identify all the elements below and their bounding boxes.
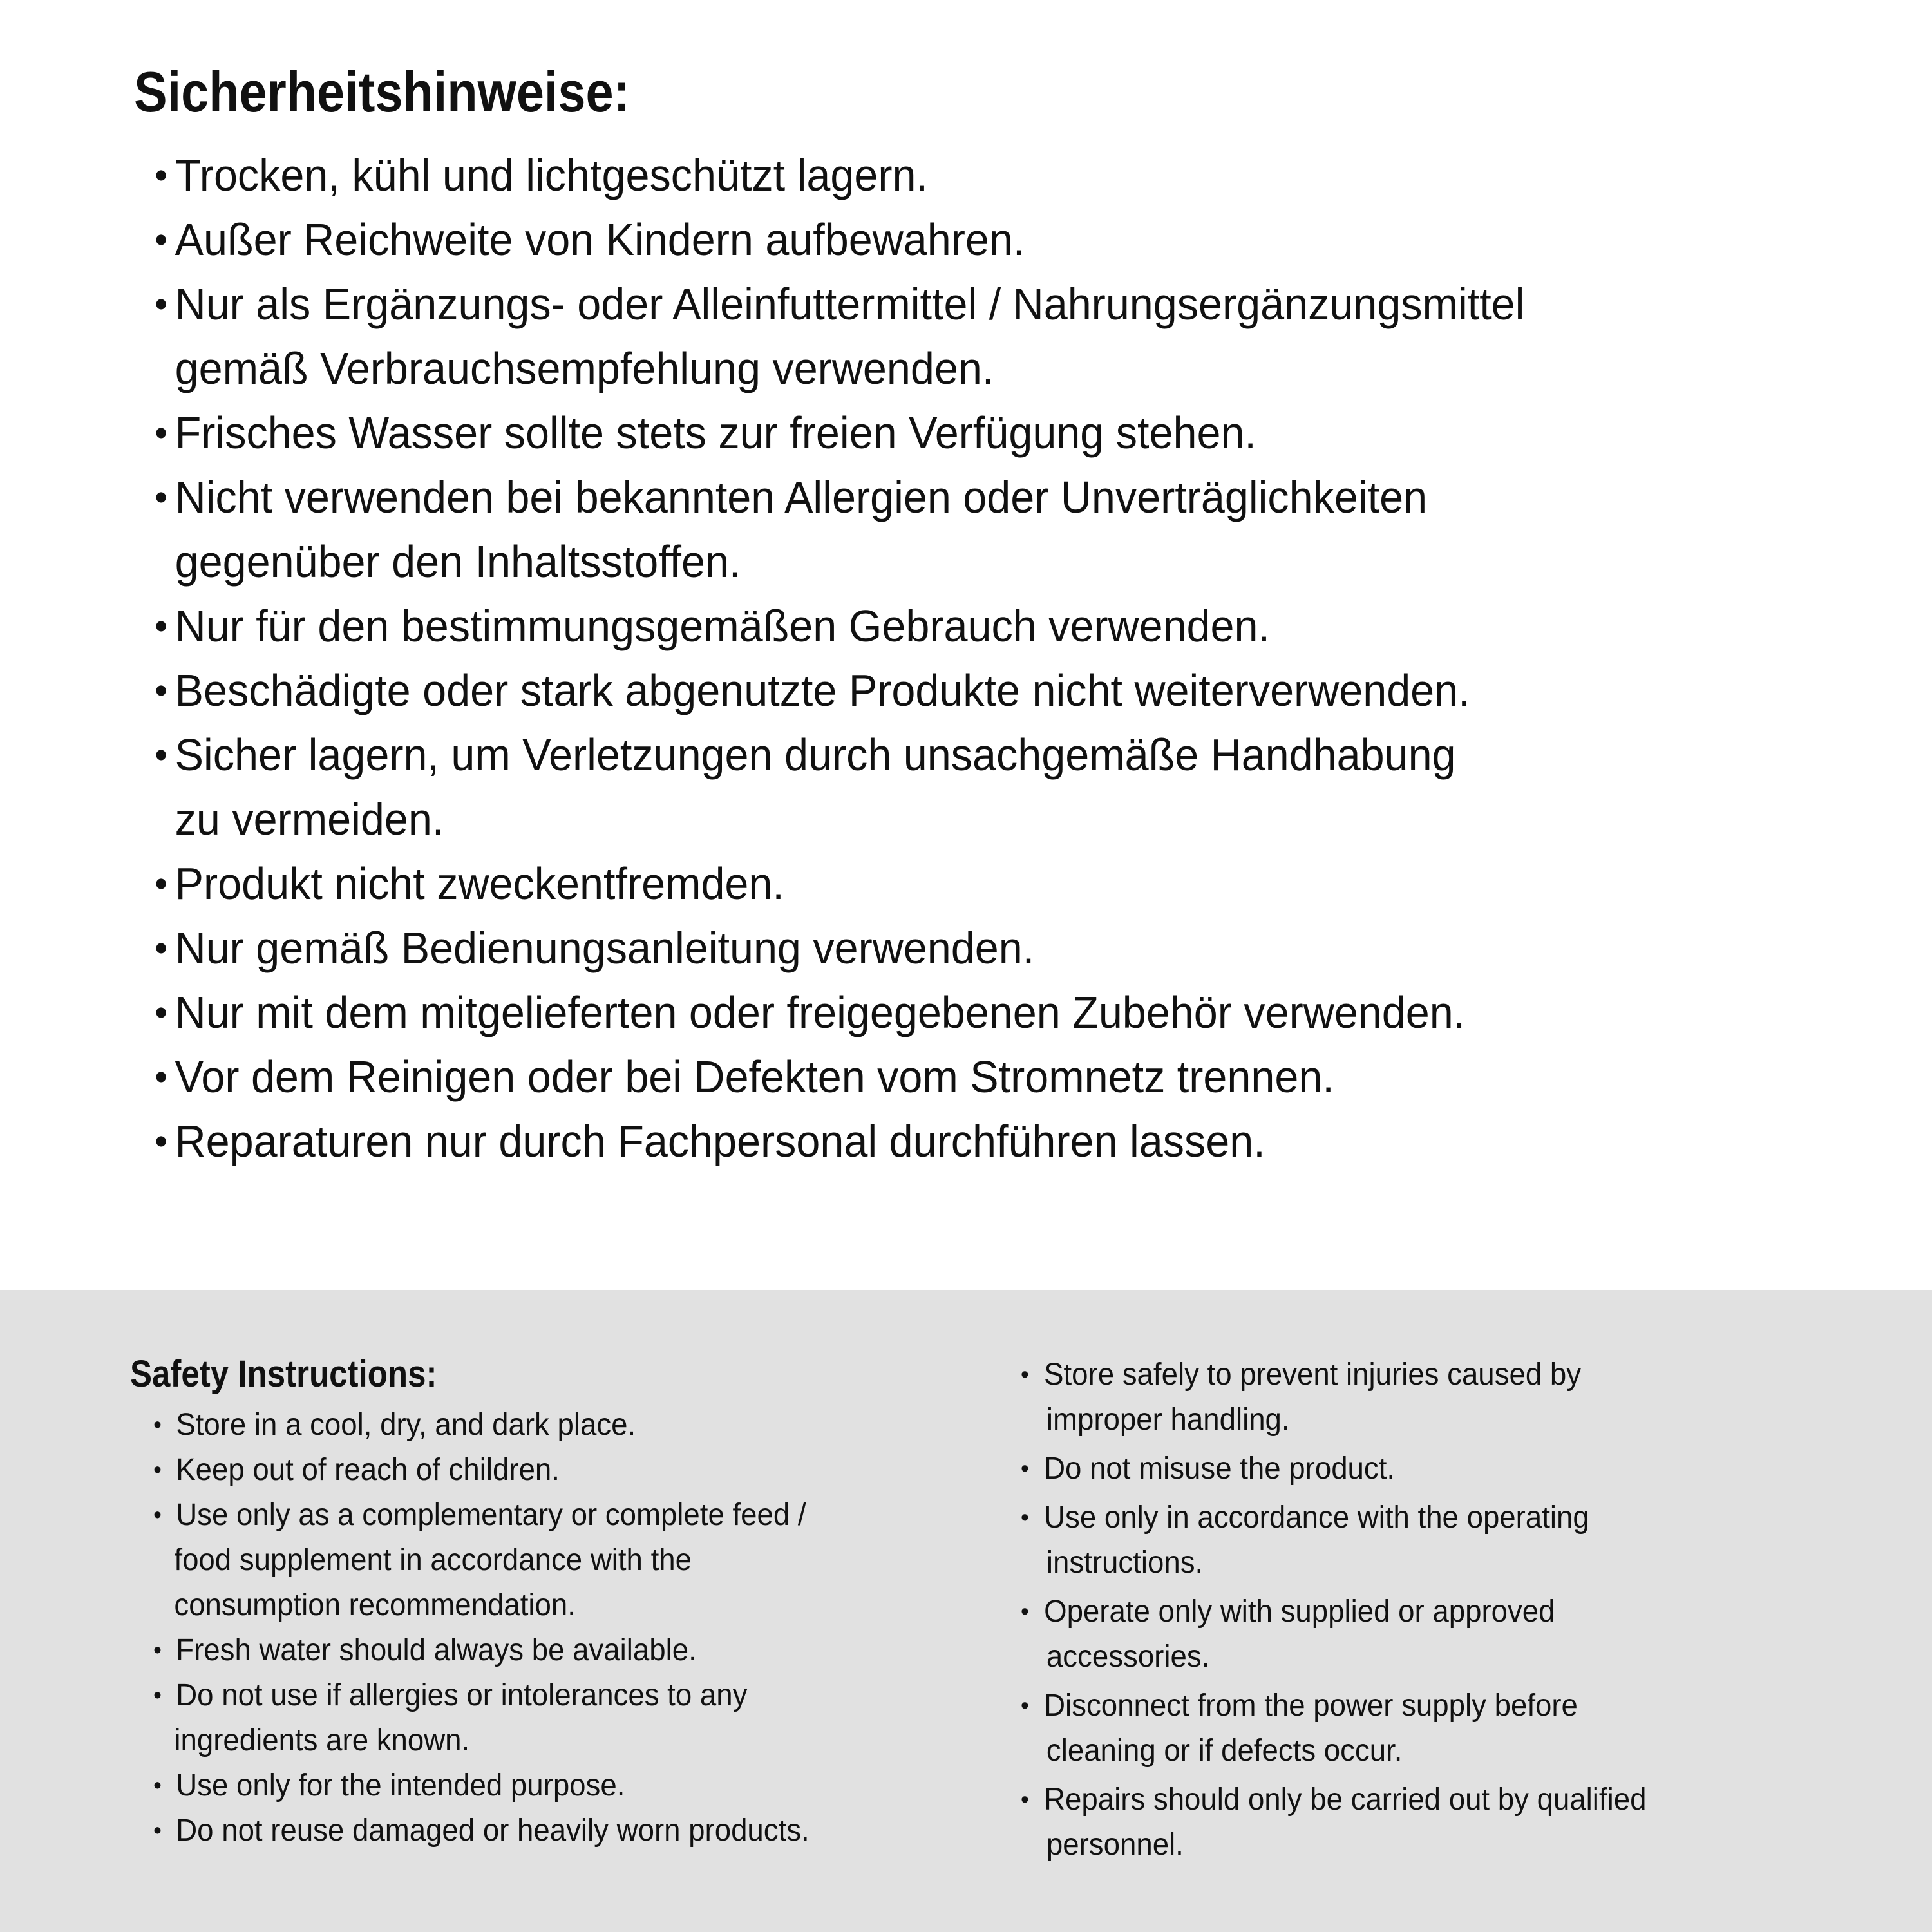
bullet-item: [134, 723, 1598, 851]
bullet-item: [134, 980, 1598, 1045]
bullet-item: [134, 143, 1598, 207]
bullet-line: • Use only as a complementary or complete feed /: [130, 1493, 950, 1538]
bullet-line: • Keep out of reach of children.: [130, 1448, 950, 1493]
bullet-line: consumption recommendation.: [174, 1588, 576, 1622]
bullet-line: • Produkt nicht zweckentfremden.: [134, 851, 1524, 916]
bullet-item: [1021, 1495, 1909, 1586]
bullet-line: accessories.: [1046, 1640, 1210, 1674]
bullet-line: ingredients are known.: [174, 1723, 470, 1757]
bullet-line: • Nur gemäß Bedienungsanleitung verwenden.: [134, 916, 1524, 980]
bullet-item: [130, 1808, 993, 1853]
bullet-item: [134, 916, 1598, 980]
bullet-line: • Reparaturen nur durch Fachpersonal durchführen lassen.: [134, 1109, 1524, 1173]
bullet-line: personnel.: [1046, 1828, 1184, 1862]
bullet-item: [134, 272, 1598, 401]
bullet-line: food supplement in accordance with the: [174, 1543, 692, 1577]
bullet-line: cleaning or if defects occur.: [1046, 1734, 1403, 1768]
bullet-item: [130, 1628, 993, 1673]
bullet-item: [130, 1673, 993, 1763]
bullet-item: [130, 1763, 993, 1808]
bullet-item: [130, 1403, 993, 1448]
bullet-line: • Do not use if allergies or intolerances to any: [130, 1673, 950, 1718]
bullet-item: [130, 1448, 993, 1493]
bullet-item: [1021, 1352, 1909, 1443]
bullet-item: [134, 851, 1598, 916]
bullet-item: [1021, 1446, 1909, 1492]
bullet-line: • Use only for the intended purpose.: [130, 1763, 950, 1808]
bullet-line: • Fresh water should always be available.: [130, 1628, 950, 1673]
bullet-line: • Frisches Wasser sollte stets zur freien Verfügung stehen.: [134, 401, 1524, 465]
bullet-line: • Use only in accordance with the operating: [1021, 1495, 1865, 1540]
english-right-column: [1021, 1352, 1909, 1871]
bullet-item: [1021, 1589, 1909, 1680]
bullet-item: [134, 465, 1598, 594]
bullet-item: [134, 401, 1598, 465]
bullet-line: gegenüber den Inhaltsstoffen.: [175, 536, 741, 587]
bullet-line: instructions.: [1046, 1546, 1204, 1580]
bullet-line: • Operate only with supplied or approved: [1021, 1589, 1865, 1634]
bullet-line: • Trocken, kühl und lichtgeschützt lagern.: [134, 143, 1524, 207]
bullet-line: • Repairs should only be carried out by qualified: [1021, 1777, 1865, 1823]
bullet-item: [134, 1109, 1598, 1173]
bullet-item: [134, 207, 1598, 272]
bullet-line: gemäß Verbrauchsempfehlung verwenden.: [175, 343, 994, 393]
bullet-line: • Nicht verwenden bei bekannten Allergien oder Unverträglichkeiten: [134, 465, 1524, 529]
english-left-column: [130, 1354, 993, 1853]
bullet-item: [134, 1045, 1598, 1109]
bullet-line: improper handling.: [1046, 1403, 1290, 1437]
bullet-line: • Nur als Ergänzungs- oder Alleinfuttermittel / Nahrungsergänzungsmittel: [134, 272, 1524, 336]
bullet-line: • Disconnect from the power supply before: [1021, 1683, 1865, 1728]
bullet-line: • Do not misuse the product.: [1021, 1446, 1865, 1492]
bullet-line: • Sicher lagern, um Verletzungen durch unsachgemäße Handhabung: [134, 723, 1524, 787]
bullet-line: • Store safely to prevent injuries caused by: [1021, 1352, 1865, 1397]
bullet-item: [1021, 1777, 1909, 1868]
german-title: Sicherheitshinweise:: [134, 60, 630, 124]
english-title: Safety Instructions:: [130, 1353, 437, 1395]
bullet-line: • Außer Reichweite von Kindern aufbewahren.: [134, 207, 1524, 272]
german-bullet-list: [134, 143, 1598, 1173]
bullet-line: • Nur mit dem mitgelieferten oder freigegebenen Zubehör verwenden.: [134, 980, 1524, 1045]
bullet-line: • Beschädigte oder stark abgenutzte Produkte nicht weiterverwenden.: [134, 658, 1524, 723]
bullet-item: [134, 658, 1598, 723]
bullet-line: zu vermeiden.: [175, 794, 444, 844]
bullet-line: • Nur für den bestimmungsgemäßen Gebrauch verwenden.: [134, 594, 1524, 658]
bullet-line: • Vor dem Reinigen oder bei Defekten vom Stromnetz trennen.: [134, 1045, 1524, 1109]
bullet-item: [1021, 1683, 1909, 1774]
bullet-line: • Do not reuse damaged or heavily worn products.: [130, 1808, 950, 1853]
bullet-line: • Store in a cool, dry, and dark place.: [130, 1403, 950, 1448]
english-section: [0, 1290, 1932, 1932]
bullet-item: [130, 1493, 993, 1628]
bullet-item: [134, 594, 1598, 658]
